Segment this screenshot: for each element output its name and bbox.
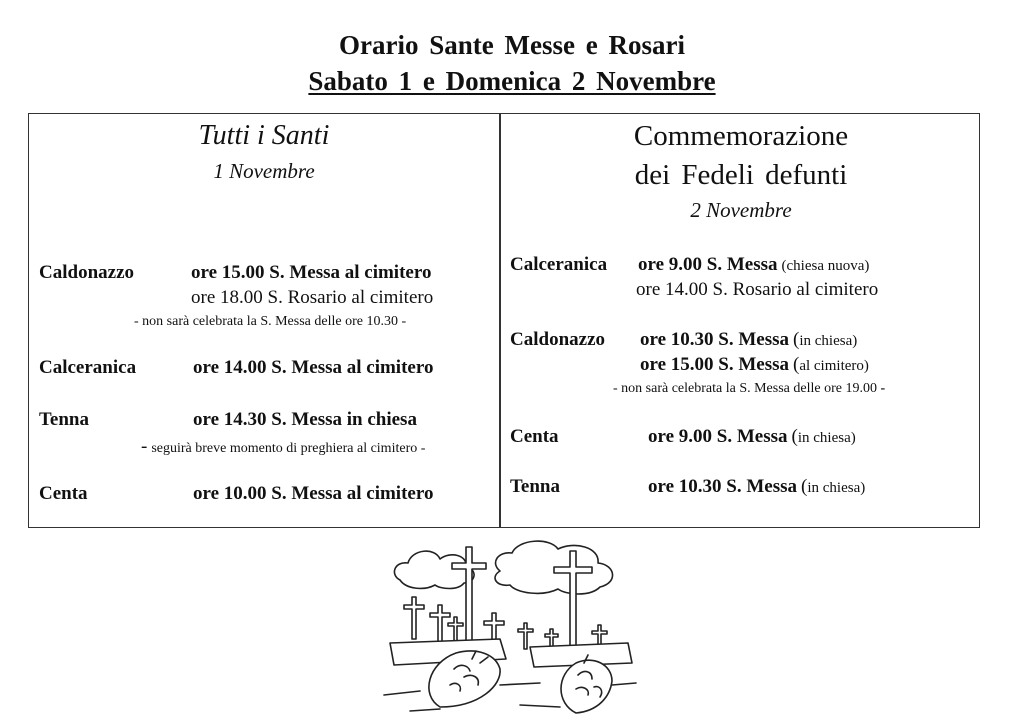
small-cross-2-icon bbox=[430, 605, 450, 643]
right-tenna-paren: ( bbox=[801, 476, 808, 497]
page-title: Orario Sante Messe e Rosari bbox=[339, 30, 685, 60]
right-caldonazzo-note: - non sarà celebrata la S. Messa delle ore 19.00 bbox=[613, 381, 881, 396]
right-caldonazzo-paren1: ( bbox=[793, 329, 800, 350]
right-caldonazzo-line2 bbox=[640, 354, 869, 376]
right-centa-line1 bbox=[648, 426, 856, 448]
left-tenna-note: seguirà breve momento di preghiera al cimitero - bbox=[151, 441, 426, 456]
left-caldonazzo-note: - non sarà celebrata la S. Messa delle ore 10.30 - bbox=[134, 314, 407, 329]
right-date: 2 Novembre bbox=[690, 198, 792, 222]
right-caldonazzo-location2: al cimitero) bbox=[799, 358, 869, 374]
left-place-centa: Centa bbox=[39, 483, 88, 504]
right-caldonazzo-note-end: - bbox=[880, 381, 886, 396]
left-place-caldonazzo: Caldonazzo bbox=[39, 262, 134, 283]
right-calceranica-line1 bbox=[638, 254, 869, 276]
cemetery-crosses-drawing bbox=[380, 535, 640, 720]
left-tenna-note-dash: - bbox=[141, 436, 148, 457]
small-cross-3-icon bbox=[448, 617, 463, 643]
right-heading-line2: dei Fedeli defunti bbox=[634, 159, 848, 191]
left-place-tenna: Tenna bbox=[39, 409, 89, 430]
right-place-calceranica: Calceranica bbox=[510, 254, 608, 275]
right-heading-line1: Commemorazione bbox=[633, 120, 849, 152]
left-caldonazzo-line2: ore 18.00 S. Rosario al cimitero bbox=[191, 287, 434, 308]
right-caldonazzo-mass2: ore 15.00 S. Messa bbox=[640, 354, 789, 375]
small-cross-1-icon bbox=[404, 597, 424, 639]
left-centa-line1: ore 10.00 S. Messa al cimitero bbox=[193, 483, 434, 504]
right-caldonazzo-location1: in chiesa) bbox=[799, 333, 858, 349]
left-caldonazzo-line1: ore 15.00 S. Messa al cimitero bbox=[191, 262, 432, 283]
left-date: 1 Novembre bbox=[213, 159, 315, 183]
right-calceranica-mass: ore 9.00 S. Messa bbox=[638, 254, 778, 275]
left-tenna-note-row bbox=[141, 436, 425, 458]
cloud-left-icon bbox=[394, 551, 474, 588]
right-tenna-mass: ore 10.30 S. Messa bbox=[648, 476, 797, 497]
right-centa-mass: ore 9.00 S. Messa bbox=[648, 426, 788, 447]
left-heading: Tutti i Santi bbox=[198, 120, 330, 151]
right-calceranica-line2: ore 14.00 S. Rosario al cimitero bbox=[636, 279, 879, 300]
right-centa-paren: ( bbox=[791, 426, 798, 447]
flower-bouquet-right-icon bbox=[561, 660, 612, 713]
page-subtitle-date: Sabato 1 e Domenica 2 Novembre bbox=[308, 66, 716, 96]
right-place-centa: Centa bbox=[510, 426, 559, 447]
right-caldonazzo-mass1: ore 10.30 S. Messa bbox=[640, 329, 789, 350]
right-caldonazzo-line1 bbox=[640, 329, 857, 351]
right-tenna-location: in chiesa) bbox=[807, 480, 866, 496]
large-cross-right-icon bbox=[554, 551, 592, 655]
right-caldonazzo-paren2: ( bbox=[793, 354, 800, 375]
right-calceranica-location: (chiesa nuova) bbox=[781, 258, 870, 274]
right-tenna-line1 bbox=[648, 476, 865, 498]
right-place-tenna: Tenna bbox=[510, 476, 560, 497]
right-place-caldonazzo: Caldonazzo bbox=[510, 329, 605, 350]
small-cross-5-icon bbox=[518, 623, 533, 649]
right-caldonazzo-note-row bbox=[613, 379, 885, 397]
left-place-calceranica: Calceranica bbox=[39, 357, 137, 378]
left-tenna-line1: ore 14.30 S. Messa in chiesa bbox=[193, 409, 417, 430]
right-centa-location: in chiesa) bbox=[797, 430, 856, 446]
schedule-table bbox=[28, 113, 980, 528]
left-calceranica-line1: ore 14.00 S. Messa al cimitero bbox=[193, 357, 434, 378]
